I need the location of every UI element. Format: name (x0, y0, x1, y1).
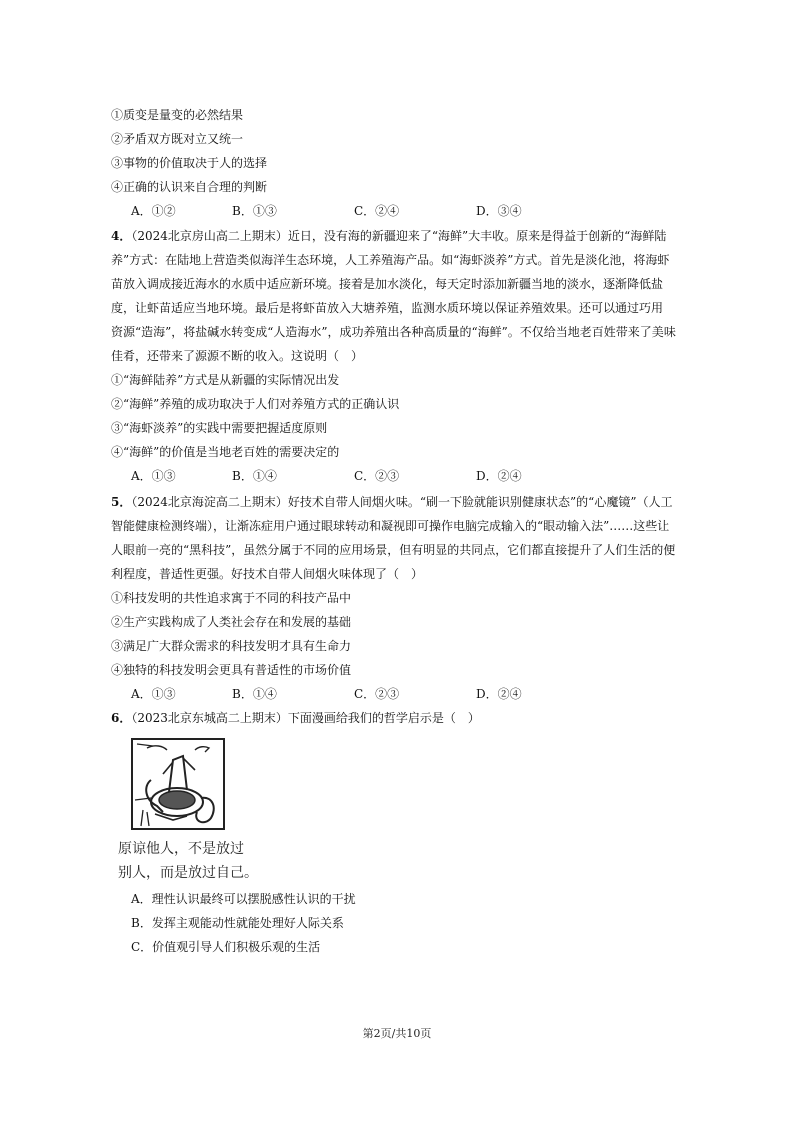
statement: ③事物的价值取决于人的选择 (111, 156, 268, 170)
statement: ③“海虾淡养”的实践中需要把握适度原则 (111, 421, 328, 435)
option-c: C．价值观引导人们积极乐观的生活 (131, 940, 321, 954)
statement: ③满足广大群众需求的科技发明才具有生命力 (111, 639, 352, 653)
question-text: 好技术自带人间烟火味。“刷一下脸就能识别健康状态”的“心魔镜”（人工 (287, 495, 673, 509)
question-text: 度，让虾苗适应当地环境。最后是将虾苗放入大塘养殖，监测水质环境以保证养殖效果。还可以通过巧用 (111, 301, 664, 315)
statement: ④正确的认识来自合理的判断 (111, 180, 268, 194)
option-a: A．①② (131, 204, 176, 218)
question-text: 人眼前一亮的“黑科技”，虽然分属于不同的应用场景，但有明显的共同点，它们都直接提升了人们生活的便 (111, 543, 676, 557)
question-number: 6． (111, 711, 132, 725)
question-text: 养”方式：在陆地上营造类似海洋生态环境，人工养殖海产品。如“海虾淡养”方式。首先是淡化池，将海虾 (111, 253, 670, 267)
option-b: B．发挥主观能动性就能处理好人际关系 (131, 916, 344, 930)
option-c: C．②④ (354, 204, 400, 218)
option-b: B．①③ (232, 204, 277, 218)
question-text: 智能健康检测终端），让渐冻症用户通过眼球转动和凝视即可操作电脑完成输入的“眼动输入法”……这些让 (111, 519, 670, 533)
option-b: B．①④ (232, 469, 277, 483)
statement: ④独特的科技发明会更具有普适性的市场价值 (111, 663, 352, 677)
statement: ②生产实践构成了人类社会存在和发展的基础 (111, 615, 352, 629)
cartoon-image (131, 738, 225, 830)
option-d: D．②④ (476, 687, 522, 701)
question-number: 5． (111, 495, 132, 509)
question-source: （2023北京东城高二上期末） (131, 711, 288, 725)
option-a: A．理性认识最终可以摆脱感性认识的干扰 (131, 892, 356, 906)
statement: ②矛盾双方既对立又统一 (111, 132, 244, 146)
statement: ①科技发明的共性追求寓于不同的科技产品中 (111, 591, 352, 605)
option-a: A．①③ (131, 469, 176, 483)
option-c: C．②③ (354, 469, 400, 483)
question-text: 下面漫画给我们的哲学启示是（ ） (287, 711, 480, 725)
question-text: 近日，没有海的新疆迎来了“海鲜”大丰收。原来是得益于创新的“海鲜陆 (287, 229, 667, 243)
question-text: 苗放入调成接近海水的水质中适应新环境。接着是加水淡化，每天定时添加新疆当地的淡水，逐渐降低盐 (111, 277, 664, 291)
option-d: D．③④ (476, 204, 522, 218)
question-4 (111, 224, 683, 368)
question-text: 利程度，普适性更强。好技术自带人间烟火味体现了（ ） (111, 567, 424, 581)
question-source: （2024北京房山高二上期末） (131, 229, 288, 243)
option-d: D．②④ (476, 469, 522, 483)
question-source: （2024北京海淀高二上期末） (131, 495, 288, 509)
option-c: C．②③ (354, 687, 400, 701)
cartoon-drawing (133, 740, 223, 828)
question-number: 4． (111, 229, 132, 243)
cartoon-caption-line: 原谅他人，不是放过 (118, 841, 244, 857)
question-text: 佳肴，还带来了源源不断的收入。这说明（ ） (111, 349, 364, 363)
statement: ①“海鲜陆养”方式是从新疆的实际情况出发 (111, 373, 340, 387)
option-a: A．①③ (131, 687, 176, 701)
question-5 (111, 490, 683, 586)
cartoon-caption-line: 别人，而是放过自己。 (118, 865, 258, 881)
statement: ①质变是量变的必然结果 (111, 108, 244, 122)
statement: ②“海鲜”养殖的成功取决于人们对养殖方式的正确认识 (111, 397, 400, 411)
option-b: B．①④ (232, 687, 277, 701)
statement: ④“海鲜”的价值是当地老百姓的需要决定的 (111, 445, 340, 459)
page-footer: 第2页/共10页 (362, 1027, 432, 1040)
question-text: 资源“造海”，将盐碱水转变成“人造海水”，成功养殖出各种高质量的“海鲜”。不仅给当地老百姓带来了美味 (111, 325, 676, 339)
question-6 (111, 710, 480, 726)
